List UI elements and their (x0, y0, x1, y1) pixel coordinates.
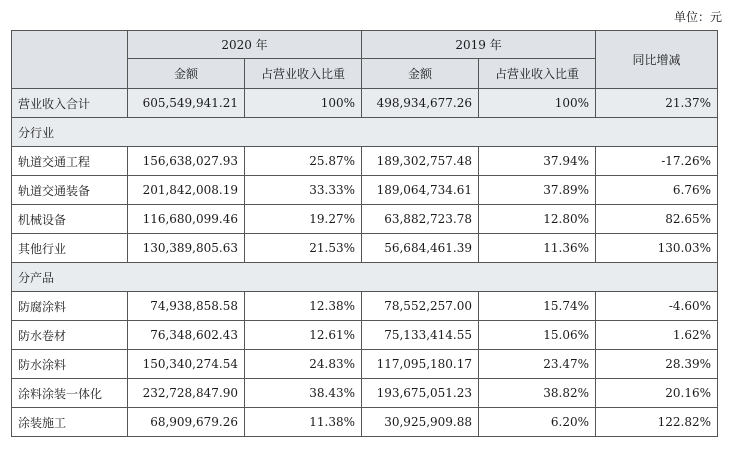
share-2020: 33.33% (245, 176, 362, 205)
table-row (12, 379, 718, 408)
table-row (12, 176, 718, 205)
row-label: 涂装施工 (12, 408, 128, 437)
share-2019: 37.94% (479, 147, 596, 176)
section-industry-label: 分行业 (12, 118, 718, 147)
header-year-2020: 2020 年 (128, 31, 362, 59)
amount-2019: 189,064,734.61 (362, 176, 479, 205)
amount-2020: 116,680,099.46 (128, 205, 245, 234)
share-2019: 11.36% (479, 234, 596, 263)
share-2019: 37.89% (479, 176, 596, 205)
share-2020: 25.87% (245, 147, 362, 176)
share-2020: 19.27% (245, 205, 362, 234)
unit-label: 单位：元 (673, 10, 722, 24)
row-label: 防水卷材 (12, 321, 128, 350)
amount-2020: 74,938,858.58 (128, 292, 245, 321)
amount-2020: 605,549,941.21 (128, 89, 245, 118)
share-2020: 24.83% (245, 350, 362, 379)
share-2020: 21.53% (245, 234, 362, 263)
yoy-change: 82.65% (596, 205, 718, 234)
header-amount-2020: 金额 (128, 59, 245, 89)
section-product-label: 分产品 (12, 263, 718, 292)
amount-2019: 75,133,414.55 (362, 321, 479, 350)
row-label: 轨道交通工程 (12, 147, 128, 176)
yoy-change: -4.60% (596, 292, 718, 321)
share-2019: 12.80% (479, 205, 596, 234)
table-row (12, 321, 718, 350)
yoy-change: 130.03% (596, 234, 718, 263)
yoy-change: 122.82% (596, 408, 718, 437)
amount-2020: 76,348,602.43 (128, 321, 245, 350)
amount-2020: 130,389,805.63 (128, 234, 245, 263)
revenue-table (11, 30, 718, 437)
amount-2019: 117,095,180.17 (362, 350, 479, 379)
section-industry-row (12, 118, 718, 147)
table-row (12, 350, 718, 379)
table-row (12, 234, 718, 263)
total-row (12, 89, 718, 118)
amount-2020: 201,842,008.19 (128, 176, 245, 205)
share-2019: 6.20% (479, 408, 596, 437)
yoy-change: 1.62% (596, 321, 718, 350)
share-2020: 11.38% (245, 408, 362, 437)
row-label: 涂料涂装一体化 (12, 379, 128, 408)
amount-2019: 193,675,051.23 (362, 379, 479, 408)
yoy-change: -17.26% (596, 147, 718, 176)
section-product-row (12, 263, 718, 292)
amount-2019: 498,934,677.26 (362, 89, 479, 118)
share-2019: 100% (479, 89, 596, 118)
row-label: 营业收入合计 (12, 89, 128, 118)
header-share-2020: 占营业收入比重 (245, 59, 362, 89)
amount-2020: 156,638,027.93 (128, 147, 245, 176)
amount-2019: 30,925,909.88 (362, 408, 479, 437)
row-label: 轨道交通装备 (12, 176, 128, 205)
row-label: 机械设备 (12, 205, 128, 234)
yoy-change: 28.39% (596, 350, 718, 379)
row-label: 防水涂料 (12, 350, 128, 379)
row-label: 防腐涂料 (12, 292, 128, 321)
amount-2020: 150,340,274.54 (128, 350, 245, 379)
yoy-change: 20.16% (596, 379, 718, 408)
table-row (12, 147, 718, 176)
share-2019: 15.06% (479, 321, 596, 350)
amount-2019: 78,552,257.00 (362, 292, 479, 321)
table-row (12, 205, 718, 234)
amount-2019: 63,882,723.78 (362, 205, 479, 234)
share-2019: 38.82% (479, 379, 596, 408)
header-share-2019: 占营业收入比重 (479, 59, 596, 89)
row-label: 其他行业 (12, 234, 128, 263)
yoy-change: 6.76% (596, 176, 718, 205)
share-2020: 100% (245, 89, 362, 118)
amount-2019: 56,684,461.39 (362, 234, 479, 263)
share-2019: 23.47% (479, 350, 596, 379)
amount-2020: 232,728,847.90 (128, 379, 245, 408)
table-row (12, 292, 718, 321)
amount-2020: 68,909,679.26 (128, 408, 245, 437)
header-year-2019: 2019 年 (362, 31, 596, 59)
yoy-change: 21.37% (596, 89, 718, 118)
share-2019: 15.74% (479, 292, 596, 321)
share-2020: 38.43% (245, 379, 362, 408)
header-yoy: 同比增减 (596, 31, 718, 89)
share-2020: 12.61% (245, 321, 362, 350)
amount-2019: 189,302,757.48 (362, 147, 479, 176)
share-2020: 12.38% (245, 292, 362, 321)
header-amount-2019: 金额 (362, 59, 479, 89)
table-row (12, 408, 718, 437)
header-blank (12, 31, 128, 89)
